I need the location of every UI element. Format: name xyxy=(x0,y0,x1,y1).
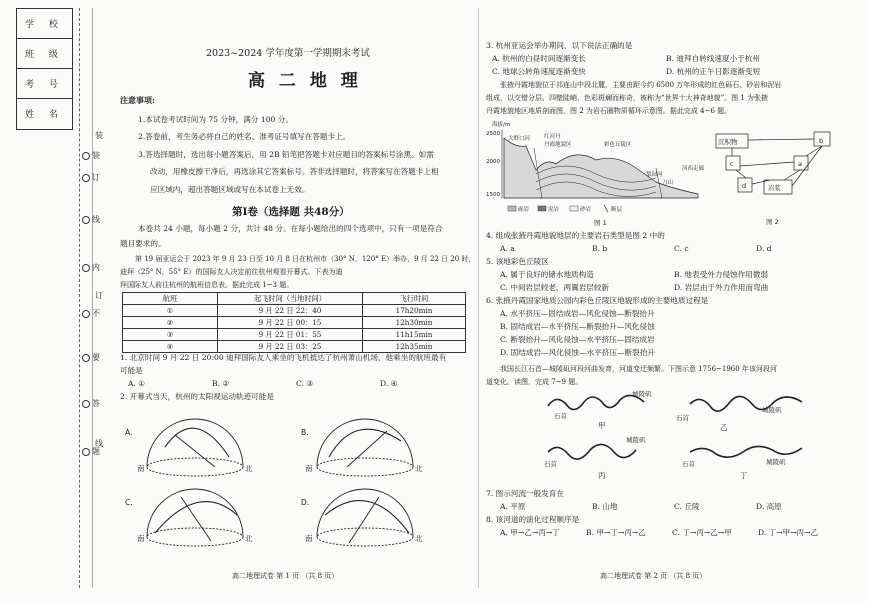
binding-mark-b: 订 xyxy=(95,291,103,300)
q5-stem: 5. 该地彩色丘陵区 xyxy=(486,257,549,266)
figure-2-caption: 图 2 xyxy=(766,218,779,226)
exam-no-field[interactable] xyxy=(17,69,72,99)
river-name-bing: 丙 xyxy=(598,471,606,480)
ding-end-label: 城陵矶 xyxy=(766,458,786,466)
tick-2000: 2000 xyxy=(486,159,500,165)
binding-circle-1: 装 xyxy=(82,150,100,161)
context-2-line3: 丹霞地貌地区地质剖面图，图 2 为岩石圈物质循环示意图。据此完成 4~6 题。 xyxy=(486,107,732,115)
context-1-line2: 迪拜（25° N，55° E）的国际友人决定前往杭州观看开幕式。下表为迪 xyxy=(120,268,343,276)
q3-option-a[interactable]: A. 杭州的白昼时间逐渐变长 xyxy=(492,54,586,63)
q1-option-c[interactable]: C. ③ xyxy=(296,379,314,388)
table-cell: ④ xyxy=(123,341,218,353)
label-hills: 彩色丘陵区 xyxy=(604,142,632,148)
yi-end-label: 城陵矶 xyxy=(762,406,782,414)
river-ding xyxy=(690,446,802,457)
table-cell: 17h20min xyxy=(363,305,466,317)
q8-option-a[interactable]: A. 甲→乙→丙→丁 xyxy=(500,528,560,537)
label-c: c xyxy=(730,160,734,168)
bing-end-label: 城陵矶 xyxy=(626,436,646,444)
label-daoshan: 刀山 xyxy=(662,180,674,186)
table-cell: 9 月 22 日 00：15 xyxy=(218,317,363,329)
context-1-line1: 第 19 届亚运会于 2023 年 9 月 23 日至 10 月 8 日在杭州市（30° N，120° E）举办，9 月 22 日 20 时， xyxy=(135,255,476,263)
binding-circle-6: 要 xyxy=(82,352,100,363)
geologic-profile-figure xyxy=(486,118,705,228)
label-b: b xyxy=(819,137,824,145)
context-3-line2: 道变化。读图，完成 7~9 题。 xyxy=(486,378,583,386)
table-cell: 9 月 22 日 01：55 xyxy=(218,329,363,341)
table-header: 飞行时间 xyxy=(363,293,466,305)
legend-mudstone: 泥岩 xyxy=(548,207,560,213)
context-2-line1: 张掖丹霞地貌位于祁连山中段北麓，主要由距今约 6500 万年形成的红色砾石、砂岩和泥岩 xyxy=(500,81,782,89)
name-label: 姓 名 xyxy=(25,110,64,120)
label-a: a xyxy=(798,160,802,168)
binding-circle-3: 线 xyxy=(82,214,100,225)
table-row xyxy=(123,317,466,329)
notes-title: 注意事项: xyxy=(120,95,155,105)
table-cell: ③ xyxy=(123,329,218,341)
table-cell: ① xyxy=(123,305,218,317)
q5-option-c[interactable]: C. 中间岩层较老，两翼岩层较新 xyxy=(500,283,610,292)
q3-option-b[interactable]: B. 迪拜自转线速度小于杭州 xyxy=(666,54,760,63)
label-sediment: 沉积物 xyxy=(718,138,738,146)
page-divider xyxy=(478,8,479,588)
label-magma: 岩浆 xyxy=(768,184,781,192)
q1-stem-2: 可能是 xyxy=(120,366,143,375)
note-3b: 改动，用橡皮擦干净后，再选涂其它答案标号。答非选择题时，将答案写在答题卡上相 xyxy=(150,167,439,176)
school-label: 学 校 xyxy=(25,20,64,30)
binding-solid-line xyxy=(92,8,93,588)
table-cell: 9 月 22 日 22：40 xyxy=(218,305,363,317)
table-row xyxy=(123,305,466,317)
yi-start-label: 石首 xyxy=(676,414,689,422)
part1-intro1: 本卷共 24 小题，每小题 2 分，共计 48 分。在每小题给出的四个选项中，只有一项是符合 xyxy=(138,224,443,233)
q7-stem: 7. 图示河流一般发育在 xyxy=(486,489,565,498)
binding-mark-a: 装 xyxy=(95,131,103,140)
subject-title: 高 二 地 理 xyxy=(248,71,362,91)
q8-option-d[interactable]: D. 丁→甲→丙→乙 xyxy=(758,528,819,537)
context-3-line1: 我国长江石首—城陵矶河段河曲发育，河道变迁频繁。下图示意 1756~1960 年该河段河 xyxy=(500,365,777,373)
q8-option-b[interactable]: B. 甲→丁→丙→乙 xyxy=(586,528,646,537)
diagram-a-label: A. xyxy=(125,428,133,437)
jia-start-label: 石首 xyxy=(554,412,567,420)
label-daye: 大野口河 xyxy=(508,136,531,142)
profile-ylabel: 海拔/m xyxy=(492,122,511,128)
context-2-line2: 组成，以交错分层、四壁陡峭、色彩斑斓而称奇，被称为“世界十大神奇地貌”。图 1 为张掖 xyxy=(486,94,769,102)
label-honghe: 红河丹 xyxy=(544,134,561,140)
south-label-d: 南 xyxy=(305,534,313,543)
table-cell: 9 月 22 日 03：25 xyxy=(218,341,363,353)
part1-intro2: 题目要求的。 xyxy=(120,239,166,248)
note-3c: 应区域内，超出答题区域或写在本试卷上无效。 xyxy=(150,185,310,194)
q1-option-d[interactable]: D. ④ xyxy=(380,379,398,388)
flight-table xyxy=(122,292,466,353)
south-label-c: 南 xyxy=(137,534,145,543)
q6-option-b[interactable]: B. 固结成岩—水平挤压—断裂抬升—风化侵蚀 xyxy=(500,322,655,331)
river-name-jia: 甲 xyxy=(598,421,606,430)
terrain-surface xyxy=(504,138,698,198)
q4-option-c[interactable]: C. c xyxy=(674,244,689,253)
q8-option-c[interactable]: C. 丁→丙→乙→甲 xyxy=(672,528,732,537)
q7-option-a[interactable]: A. 平原 xyxy=(500,502,526,511)
north-label-b: 北 xyxy=(415,464,423,473)
q4-option-d[interactable]: D. d xyxy=(756,244,772,253)
exam-no-label: 考 号 xyxy=(25,80,64,90)
exam-title: 2023~2024 学年度第一学期期末考试 xyxy=(206,48,370,59)
sun-path-diagrams xyxy=(125,405,470,550)
south-label-a: 南 xyxy=(137,464,145,473)
label-d: d xyxy=(742,182,747,190)
table-cell: ② xyxy=(123,317,218,329)
figure-1-caption: 图 1 xyxy=(594,219,607,227)
river-bing xyxy=(548,444,636,459)
binding-circle-8: 题 xyxy=(82,446,100,457)
q5-option-d[interactable]: D. 岩层由于外力作用而弯曲 xyxy=(674,283,769,292)
name-field[interactable] xyxy=(17,99,72,128)
river-jia xyxy=(548,395,644,409)
q1-option-b[interactable]: B. ② xyxy=(212,379,230,388)
table-cell: 11h15min xyxy=(363,329,466,341)
q3-stem: 3. 杭州亚运会举办期间，以下说法正确的是 xyxy=(486,41,633,50)
table-row xyxy=(123,329,466,341)
q1-stem-1: 1. 北京时间 9 月 22 日 20:00 迪拜国际友人乘坐的飞机抵达了杭州萧山机场，他乘坐的航班最有 xyxy=(120,353,447,362)
q4-option-a[interactable]: A. a xyxy=(500,244,515,253)
q3-option-c[interactable]: C. 地球公转角速度逐渐变快 xyxy=(492,67,586,76)
class-label: 班 级 xyxy=(25,50,64,60)
q6-option-a[interactable]: A. 水平挤压—固结成岩—风化侵蚀—断裂抬升 xyxy=(500,309,655,318)
q7-option-c[interactable]: C. 丘陵 xyxy=(674,502,700,511)
legend-fault: 断层 xyxy=(611,207,623,213)
school-field[interactable] xyxy=(17,9,72,39)
table-row xyxy=(123,341,466,353)
binding-circle-7: 答 xyxy=(82,398,100,409)
ding-start-label: 石首 xyxy=(682,460,695,468)
diagram-b-label: B. xyxy=(301,428,309,437)
south-label-b: 南 xyxy=(305,464,313,473)
footer-right: 高二地理试卷 第 2 页 （共 8 页） xyxy=(600,572,707,580)
diagram-d-label: D. xyxy=(301,498,310,507)
table-header: 起飞时间（当地时间） xyxy=(218,293,363,305)
jia-end-label: 城陵矶 xyxy=(632,390,652,398)
note-2: 2.答卷前，考生务必将自己的姓名、准考证号填写在答题卡上。 xyxy=(138,132,351,141)
table-header-row xyxy=(123,293,466,305)
north-label-c: 北 xyxy=(245,534,253,543)
label-hexi: 河西走廊 xyxy=(682,166,705,172)
river-name-ding: 丁 xyxy=(740,471,748,480)
label-danxia: 丹霞地貌区 xyxy=(544,142,572,148)
binding-circle-2: 订 xyxy=(82,172,100,183)
q1-option-a[interactable]: A. ① xyxy=(128,379,146,388)
north-label-a: 北 xyxy=(245,464,253,473)
student-info-box xyxy=(16,8,73,130)
dome-a xyxy=(147,419,243,467)
table-cell: 12h35min xyxy=(363,341,466,353)
q4-option-b[interactable]: B. b xyxy=(592,244,608,253)
diagram-c-label: C. xyxy=(125,498,133,507)
table-cell: 12h30min xyxy=(363,317,466,329)
legend-conglomerate: 砾岩 xyxy=(518,207,530,213)
river-channel-diagrams xyxy=(540,390,830,482)
q4-stem: 4. 组成张掖丹霞地貌地层的主要岩石类型是图 2 中的 xyxy=(486,231,665,240)
q8-stem: 8. 该河道的演化过程顺序是 xyxy=(486,515,580,524)
river-name-yi: 乙 xyxy=(720,423,728,432)
q6-stem: 6. 张掖丹霞国家地质公园内彩色丘陵区地貌形成的主要地质过程是 xyxy=(486,296,709,305)
q7-option-b[interactable]: B. 山地 xyxy=(592,502,618,511)
q5-option-b[interactable]: B. 地表受外力侵蚀作用微弱 xyxy=(674,270,768,279)
part1-title: 第Ⅰ卷（选择题 共48分） xyxy=(232,206,350,218)
binding-circle-5: 不 xyxy=(82,308,100,319)
footer-left: 高二地理试卷 第 1 页 （共 8 页） xyxy=(232,572,339,580)
q2-stem: 2. 开幕式当天，杭州的太阳视运动轨迹可能是 xyxy=(120,392,274,401)
q5-option-a[interactable]: A. 属于良好的储水地质构造 xyxy=(500,270,594,279)
binding-mark-c: 线 xyxy=(95,439,103,448)
context-1-line3: 拜国际友人前往杭州的航班信息表。据此完成 1~3 题。 xyxy=(120,281,294,289)
legend-sandstone: 砂岩 xyxy=(580,207,592,213)
note-1: 1.本试卷考试时间为 75 分钟，满分 100 分。 xyxy=(138,115,293,124)
binding-circle-4: 内 xyxy=(82,262,100,273)
tick-2500: 2500 xyxy=(486,131,500,137)
north-label-d: 北 xyxy=(415,534,423,543)
q7-option-d[interactable]: D. 高原 xyxy=(756,502,782,511)
binding-dashed-line xyxy=(79,8,80,588)
label-liyuan: 梨园河 xyxy=(646,172,663,178)
bing-start-label: 石首 xyxy=(544,460,557,468)
note-3a: 3.答选择题时，选出每小题答案后，用 2B 铅笔把答题卡对应题目的答案标号涂黑。如需 xyxy=(138,150,434,159)
q6-option-c[interactable]: C. 断裂抬升—风化侵蚀—水平挤压—固结成岩 xyxy=(500,335,655,344)
river-yi xyxy=(690,396,802,411)
q3-option-d[interactable]: D. 杭州的正午日影逐渐变短 xyxy=(666,67,761,76)
table-header: 航班 xyxy=(123,293,218,305)
tick-1500: 1500 xyxy=(486,192,500,198)
rock-cycle-figure xyxy=(710,126,840,228)
q6-option-d[interactable]: D. 固结成岩—风化侵蚀—水平挤压—断裂抬升 xyxy=(500,348,655,357)
class-field[interactable] xyxy=(17,39,72,69)
